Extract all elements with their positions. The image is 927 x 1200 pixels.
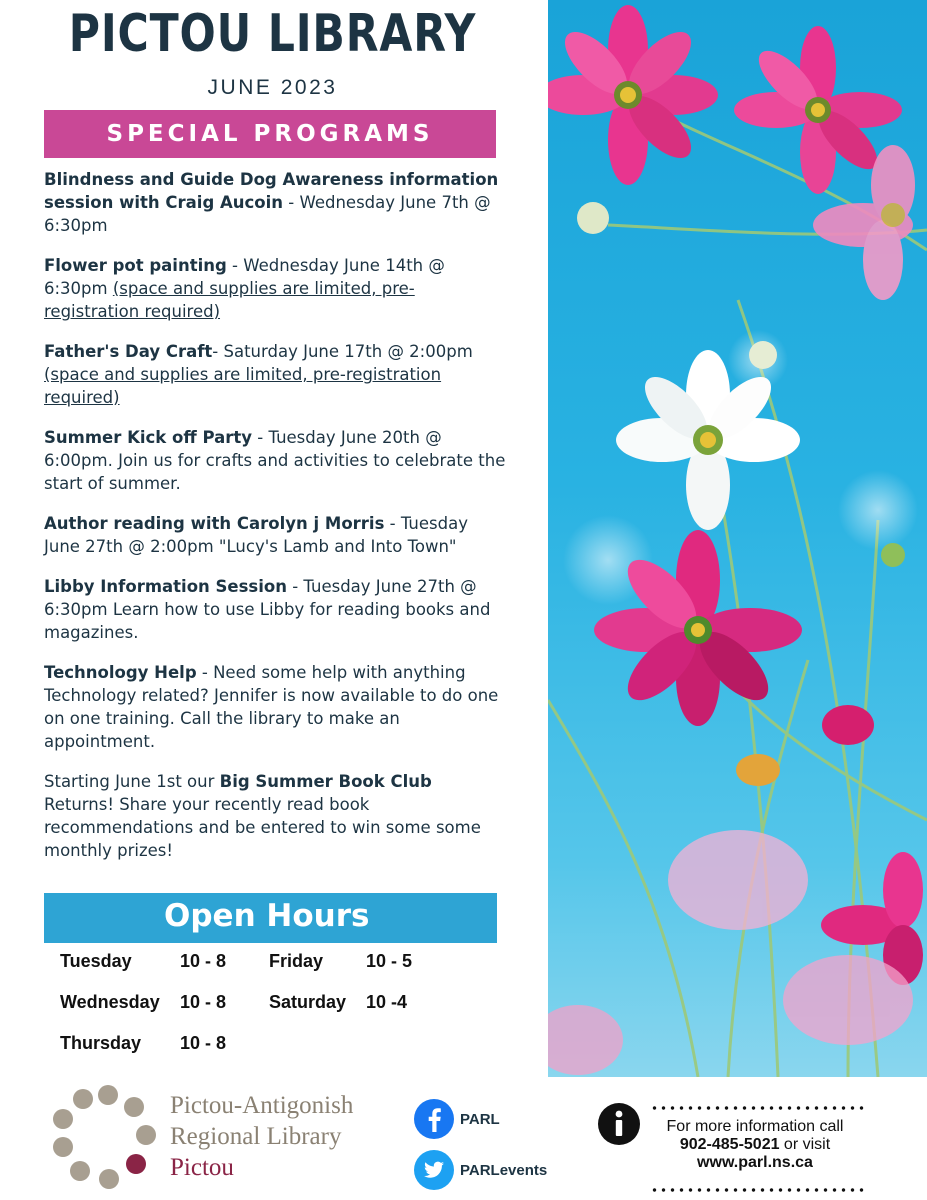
dotted-divider bbox=[650, 1187, 866, 1193]
open-hours-banner: Open Hours bbox=[44, 893, 497, 943]
hours-day: Friday bbox=[269, 951, 324, 971]
program-name: Blindness and Guide Dog Awareness information session with Craig Aucoin bbox=[44, 170, 499, 212]
program-item bbox=[44, 512, 506, 558]
hours-time: 10 - 8 bbox=[180, 992, 227, 1012]
program-name: Father's Day Craft bbox=[44, 342, 213, 361]
program-details: - Wednesday June 7th @ 6:30pm bbox=[44, 193, 491, 235]
program-item bbox=[44, 426, 506, 495]
dotted-divider bbox=[650, 1105, 866, 1111]
ring-of-dots-logo-icon bbox=[50, 1083, 162, 1193]
program-details: - Need some help with anything Technology related? Jennifer is now available to do one on one training. Call the library to make an appointment. bbox=[44, 663, 499, 751]
cosmos-flower-photo bbox=[548, 0, 927, 1077]
phone-number: 902-485-5021 bbox=[679, 1136, 780, 1153]
hours-row bbox=[60, 992, 160, 1013]
program-name: Technology Help bbox=[44, 663, 197, 682]
hours-row bbox=[269, 992, 346, 1013]
program-name: Flower pot painting bbox=[44, 256, 227, 275]
hours-day: Wednesday bbox=[60, 992, 160, 1012]
program-details: - Tuesday June 27th @ 6:30pm Learn how to use Libby for reading books and magazines. bbox=[44, 577, 491, 642]
twitter-icon bbox=[414, 1150, 454, 1190]
hours-time: 10 -4 bbox=[366, 992, 408, 1012]
book-club-name: Big Summer Book Club bbox=[219, 772, 432, 791]
twitter-handle: PARLevents bbox=[460, 1161, 548, 1179]
program-details: - Wednesday June 14th @ 6:30pm bbox=[44, 256, 445, 298]
facebook-handle: PARL bbox=[460, 1110, 500, 1128]
hours-day: Saturday bbox=[269, 992, 347, 1012]
website-link[interactable]: www.parl.ns.ca bbox=[697, 1154, 813, 1171]
program-details: - Tuesday June 27th @ 2:00pm "Lucy's Lamb and Into Town" bbox=[44, 514, 468, 556]
branch-name: Pictou bbox=[170, 1154, 234, 1181]
twitter-link[interactable] bbox=[414, 1150, 547, 1190]
hours-time: 10 - 8 bbox=[180, 1033, 227, 1053]
program-item bbox=[44, 661, 506, 753]
library-logo bbox=[50, 1083, 162, 1193]
program-name: Libby Information Session bbox=[44, 577, 287, 596]
hours-day: Tuesday bbox=[60, 951, 132, 971]
program-details: - Tuesday June 20th @ 6:00pm. Join us for crafts and activities to celebrate the start of summer. bbox=[44, 428, 506, 493]
program-note: (space and supplies are limited, pre-registration required) bbox=[44, 279, 415, 321]
program-name: Author reading with Carolyn j Morris bbox=[44, 514, 385, 533]
program-note: (space and supplies are limited, pre-registration required) bbox=[44, 365, 442, 407]
program-item bbox=[44, 575, 506, 644]
organization-name: Pictou-Antigonish Regional Library Pictou bbox=[170, 1092, 354, 1181]
program-item bbox=[44, 340, 506, 409]
facebook-link[interactable] bbox=[414, 1099, 500, 1139]
program-item bbox=[44, 254, 506, 323]
page-title: PICTOU LIBRARY bbox=[68, 4, 477, 64]
program-details: - Saturday June 17th @ 2:00pm bbox=[212, 342, 473, 361]
hours-time: 10 - 5 bbox=[366, 951, 413, 971]
program-name: Summer Kick off Party bbox=[44, 428, 253, 447]
flower-illustration bbox=[548, 0, 927, 1077]
hours-row bbox=[60, 1033, 141, 1054]
hours-day: Thursday bbox=[60, 1033, 142, 1053]
hours-time: 10 - 8 bbox=[180, 951, 227, 971]
program-list bbox=[44, 168, 506, 879]
month-label: JUNE 2023 bbox=[207, 76, 338, 99]
hours-row bbox=[269, 951, 323, 972]
book-club-item: Starting June 1st our Big Summer Book Club Returns! Share your recently read book recommendations and be entered to win some some monthly prizes! bbox=[44, 772, 481, 860]
contact-info: For more information call 902-485-5021 or visit www.parl.ns.ca bbox=[666, 1118, 844, 1171]
hours-row bbox=[60, 951, 132, 972]
facebook-icon bbox=[414, 1099, 454, 1139]
special-programs-banner: SPECIAL PROGRAMS bbox=[44, 110, 496, 158]
info-icon bbox=[597, 1102, 641, 1146]
program-item bbox=[44, 168, 506, 237]
